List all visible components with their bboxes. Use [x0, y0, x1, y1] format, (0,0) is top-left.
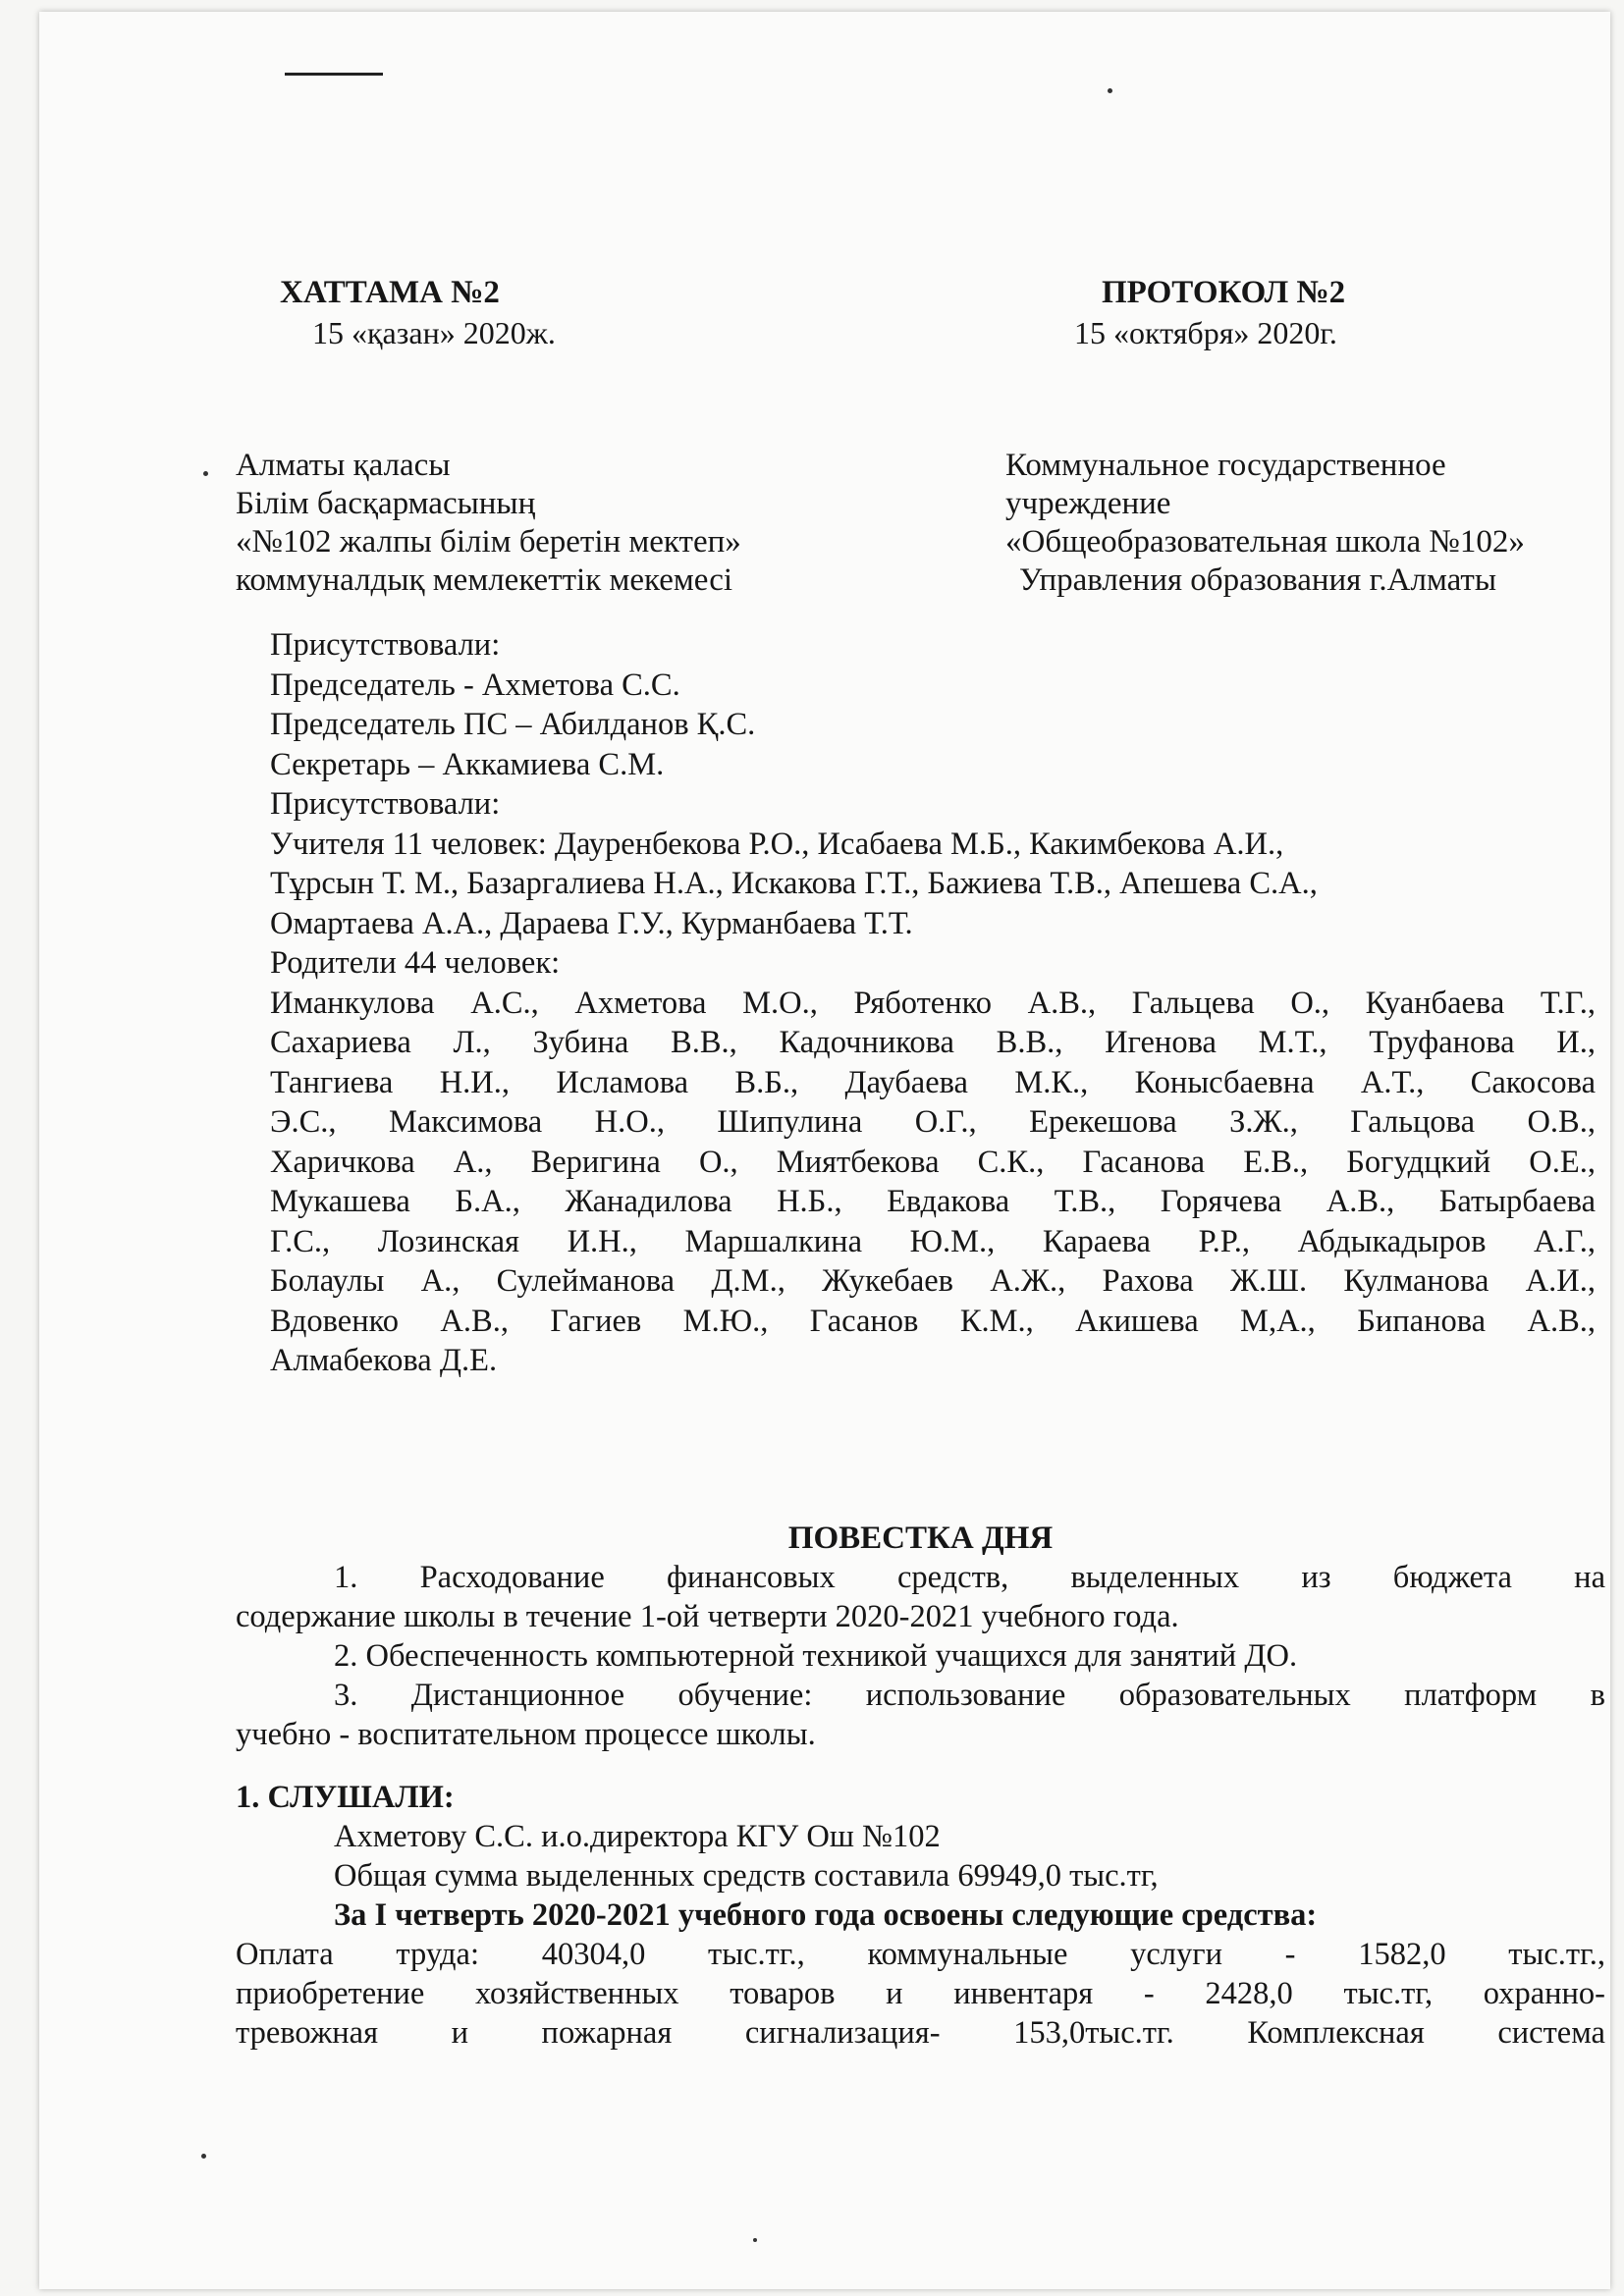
org-line: Коммунальное государственное — [1005, 448, 1446, 483]
parents-line: Тангиева Н.И., Исламова В.Б., Даубаева М.К., Конысбаевна А.Т., Сакосова — [270, 1064, 1596, 1100]
org-line: Управления образования г.Алматы — [1019, 562, 1497, 598]
kazakh-date: 15 «қазан» 2020ж. — [312, 315, 556, 350]
chair: Председатель - Ахметова С.С. — [270, 667, 680, 703]
parents-line: Болаулы А., Сулейманова Д.М., Жукебаев А.Ж., Рахова Ж.Ш. Кулманова А.И., — [270, 1263, 1596, 1299]
scan-speck — [753, 2238, 757, 2242]
parents-line: Сахариева Л., Зубина В.В., Кадочникова В.В., Игенова М.Т., Труфанова И., — [270, 1025, 1596, 1060]
parents-line: Вдовенко А.В., Гагиев М.Ю., Гасанов К.М., Акишева М,А., Бипанова А.В., — [270, 1303, 1596, 1339]
teachers-line: Тұрсын Т. М., Базаргалиева Н.А., Искакова Г.Т., Бажиева Т.В., Апешева С.А., — [270, 866, 1318, 901]
russian-date: 15 «октября» 2020г. — [1074, 315, 1337, 350]
agenda-title: ПОВЕСТКА ДНЯ — [787, 1521, 1054, 1556]
org-block-kazakh — [236, 447, 741, 600]
agenda-item-1: 1. Расходование финансовых средств, выделенных из бюджета на — [334, 1560, 1605, 1595]
speaker: Ахметову С.С. и.о.директора КГУ Ош №102 — [334, 1819, 941, 1854]
agenda-section — [236, 1519, 1605, 1754]
parents-line: Э.С., Максимова Н.О., Шипулина О.Г., Ерекешова З.Ж., Гальцова О.В., — [270, 1104, 1596, 1140]
expense-line: тревожная и пожарная сигнализация- 153,0тыс.тг. Комплексная система — [236, 2015, 1605, 2051]
parents-line: Г.С., Лозинская И.Н., Маршалкина Ю.М., Караева Р.Р., Абдыкадыров А.Г., — [270, 1223, 1596, 1259]
scan-speck — [203, 471, 208, 476]
quarter-heading: За I четверть 2020-2021 учебного года освоены следующие средства: — [334, 1897, 1318, 1933]
agenda-item-2: 2. Обеспеченность компьютерной техникой учащихся для занятий ДО. — [334, 1638, 1298, 1674]
org-line: «№102 жалпы білім беретін мектеп» — [236, 524, 741, 560]
heard-heading: 1. СЛУШАЛИ: — [236, 1780, 455, 1815]
expense-line: приобретение хозяйственных товаров и инвентаря - 2428,0 тыс.тг, охранно- — [236, 1976, 1605, 2011]
heard-section — [236, 1778, 1605, 2053]
russian-title: ПРОТОКОЛ №2 — [1102, 275, 1346, 310]
org-line: «Общеобразовательная школа №102» — [1005, 524, 1525, 560]
parents-line: Харичкова А., Веригина О., Миятбекова С.К., Гасанова Е.В., Богудцкий О.Е., — [270, 1144, 1596, 1180]
chair-ps: Председатель ПС – Абилданов Қ.С. — [270, 707, 756, 742]
parents-line-last: Алмабекова Д.Е. — [270, 1343, 498, 1378]
org-block-russian — [1005, 447, 1525, 600]
total-funds: Общая сумма выделенных средств составила 69949,0 тыс.тг, — [334, 1858, 1159, 1894]
org-line: учреждение — [1005, 486, 1171, 521]
attendance-section — [270, 625, 1596, 1381]
org-line: Алматы қаласы — [236, 448, 451, 483]
teachers-line: Омартаева А.А., Дараева Г.У., Курманбаева Т.Т. — [270, 905, 913, 941]
parents-line: Мукашева Б.А., Жанадилова Н.Б., Евдакова Т.В., Горячева А.В., Батырбаева — [270, 1184, 1596, 1219]
agenda-item-3: 3. Дистанционное обучение: использование образовательных платформ в — [334, 1678, 1605, 1713]
scan-speck — [1108, 88, 1112, 93]
present-label: Присутствовали: — [270, 627, 501, 663]
scan-speck — [201, 2154, 206, 2159]
org-line: коммуналдық мемлекеттік мекемесі — [236, 562, 733, 598]
parents-label: Родители 44 человек: — [270, 945, 561, 981]
agenda-item-1-cont: содержание школы в течение 1-ой четверти 2020-2021 учебного года. — [236, 1599, 1179, 1634]
expense-line: Оплата труда: 40304,0 тыс.тг., коммунальные услуги - 1582,0 тыс.тг., — [236, 1937, 1605, 1972]
parents-line: Иманкулова А.С., Ахметова М.О., Ряботенко А.В., Гальцева О., Куанбаева Т.Г., — [270, 985, 1596, 1021]
agenda-item-3-cont: учебно - воспитательном процессе школы. — [236, 1717, 816, 1752]
document-page — [39, 12, 1610, 2289]
teachers-line: Учителя 11 человек: Дауренбекова Р.О., Исабаева М.Б., Какимбекова А.И., — [270, 826, 1284, 862]
secretary: Секретарь – Аккамиева С.М. — [270, 746, 665, 782]
scan-mark — [285, 73, 383, 76]
kazakh-title: ХАТТАМА №2 — [280, 275, 500, 310]
org-line: Білім басқармасының — [236, 486, 536, 521]
present-label-2: Присутствовали: — [270, 786, 501, 822]
